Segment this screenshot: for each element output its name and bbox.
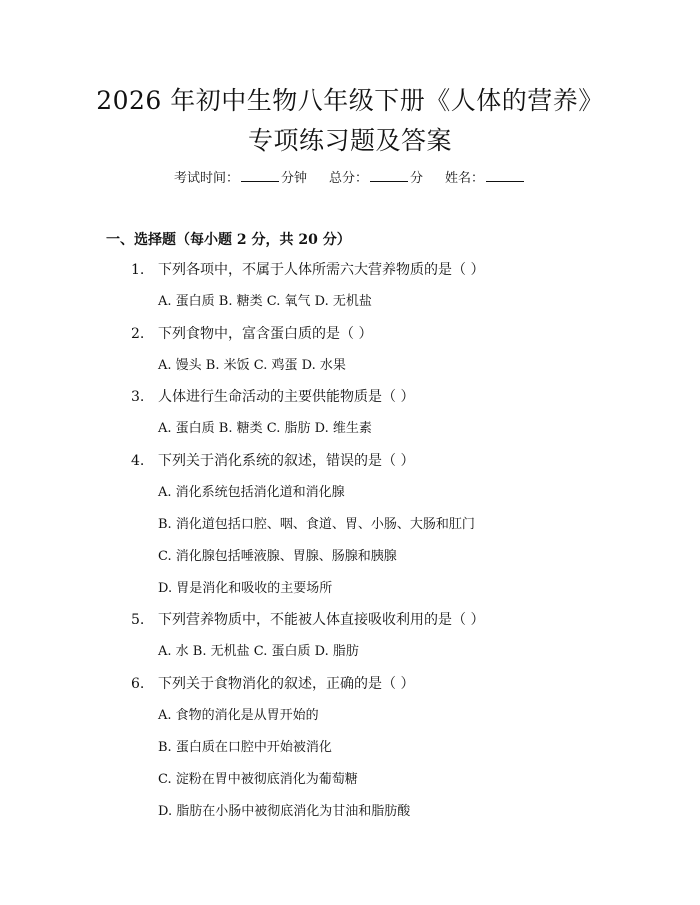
section-heading-choice: 一、选择题（每小题 2 分，共 20 分） (106, 232, 351, 248)
question-text: 下列关于食物消化的叙述，正确的是（ ） (158, 676, 415, 692)
question-4 (131, 451, 414, 471)
question-text: 下列关于消化系统的叙述，错误的是（ ） (158, 453, 415, 469)
name-blank (486, 169, 524, 182)
question-text: 下列营养物质中，不能被人体直接吸收利用的是（ ） (158, 612, 485, 628)
question-2-options: A. 馒头 B. 米饭 C. 鸡蛋 D. 水果 (158, 358, 346, 373)
document-title-line2: 专项练习题及答案 (247, 126, 452, 155)
question-number: 5. (131, 612, 145, 628)
question-text: 人体进行生命活动的主要供能物质是（ ） (158, 389, 415, 405)
question-number: 4. (131, 453, 145, 469)
score-label: 总分： (328, 171, 368, 186)
question-text: 下列食物中，富含蛋白质的是（ ） (158, 326, 373, 342)
question-6 (131, 674, 414, 694)
question-6-option-a: A. 食物的消化是从胃开始的 (158, 708, 319, 723)
question-3 (131, 387, 414, 407)
question-4-option-d: D. 胃是消化和吸收的主要场所 (158, 581, 333, 596)
name-label: 姓名： (445, 171, 485, 186)
question-text: 下列各项中，不属于人体所需六大营养物质的是（ ） (158, 262, 485, 278)
score-blank (370, 169, 408, 182)
question-1-options: A. 蛋白质 B. 糖类 C. 氧气 D. 无机盐 (158, 294, 372, 309)
question-6-option-b: B. 蛋白质在口腔中开始被消化 (158, 740, 332, 755)
question-number: 6. (131, 676, 145, 692)
question-number: 3. (131, 389, 145, 405)
question-4-option-c: C. 消化腺包括唾液腺、胃腺、肠腺和胰腺 (158, 549, 397, 564)
question-number: 2. (131, 326, 145, 342)
time-unit: 分钟 (280, 171, 307, 186)
time-label: 考试时间： (173, 171, 239, 186)
question-5-options: A. 水 B. 无机盐 C. 蛋白质 D. 脂肪 (158, 644, 359, 659)
question-6-option-d: D. 脂肪在小肠中被彻底消化为甘油和脂肪酸 (158, 804, 411, 819)
question-number: 1. (131, 262, 145, 278)
question-5 (131, 610, 484, 630)
question-1 (131, 260, 484, 280)
question-4-option-b: B. 消化道包括口腔、咽、食道、胃、小肠、大肠和肛门 (158, 517, 475, 532)
question-3-options: A. 蛋白质 B. 糖类 C. 脂肪 D. 维生素 (158, 421, 372, 436)
question-4-option-a: A. 消化系统包括消化道和消化腺 (158, 485, 345, 500)
question-6-option-c: C. 淀粉在胃中被彻底消化为葡萄糖 (158, 772, 358, 787)
time-blank (241, 169, 279, 182)
document-title-line1: 2026 年初中生物八年级下册《人体的营养》 (96, 86, 604, 115)
score-unit: 分 (410, 171, 424, 186)
question-2 (131, 324, 372, 344)
exam-meta-line (0, 169, 700, 188)
